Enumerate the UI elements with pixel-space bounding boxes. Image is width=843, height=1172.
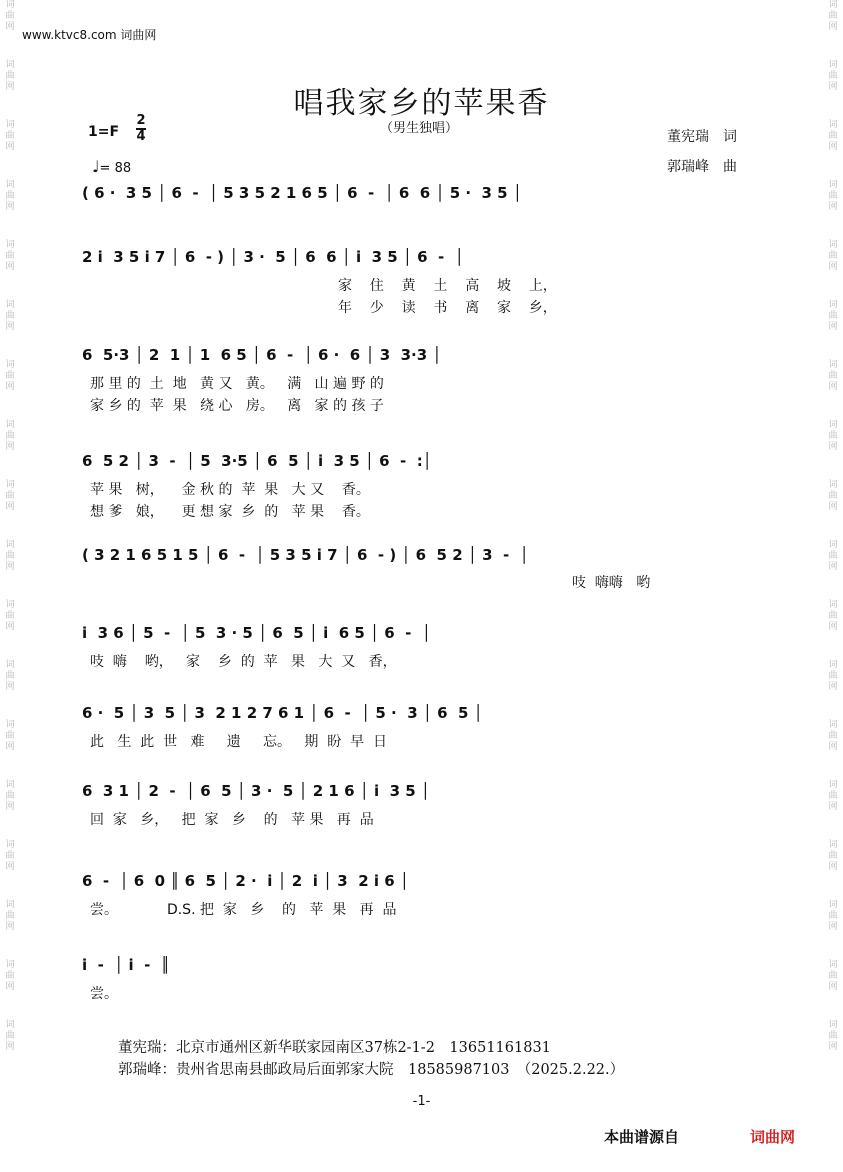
notation-row: 6 - │ 6 0 ║ 6 5 │ 2 · i │ 2 i │ 3 2 i 6 │	[82, 872, 409, 890]
composer-credit: 郭瑞峰 曲	[667, 159, 737, 175]
time-signature	[136, 114, 146, 144]
left-watermark-strip	[3, 0, 17, 1080]
watermark-glyph: 词 曲 网	[828, 540, 838, 572]
lyric-line-2: 家 乡 的 苹 果 绕 心 房。 离 家 的 孩 子	[90, 398, 384, 414]
song-title: 唱我家乡的苹果香	[293, 86, 550, 121]
lyric-line-2: 年 少 读 书 离 家 乡，	[338, 300, 557, 316]
watermark-glyph: 词 曲 网	[5, 720, 15, 752]
notation-row: 6 3 1 │ 2 - │ 6 5 │ 3 · 5 │ 2 1 6 │ i 3 5 │	[82, 782, 430, 800]
watermark-glyph: 词 曲 网	[828, 240, 838, 272]
lyric-line-1: 尝。 D.S. 把 家 乡 的 苹 果 再 品	[90, 902, 397, 918]
notation-row: 6 5 2 │ 3 - │ 5 3·5 │ 6 5 │ i 3 5 │ 6 - :│	[82, 452, 432, 470]
lyric-line-1: 吱 嗨嗨 哟	[572, 575, 651, 591]
watermark-glyph: 词 曲 网	[828, 0, 838, 32]
watermark-glyph: 词 曲 网	[828, 960, 838, 992]
watermark-glyph: 词 曲 网	[5, 300, 15, 332]
notation-row: 2 i 3 5 i 7 │ 6 - ) │ 3 · 5 │ 6 6 │ i 3 5 │ 6 - │	[82, 248, 464, 266]
watermark-glyph: 词 曲 网	[828, 660, 838, 692]
lyricist-contact: 董宪瑞：北京市通州区新华联家园南区37栋2-1-2 13651161831	[118, 1040, 551, 1056]
watermark-glyph: 词 曲 网	[828, 600, 838, 632]
lyric-line-1: 回 家 乡， 把 家 乡 的 苹 果 再 品	[90, 812, 374, 828]
watermark-glyph: 词 曲 网	[5, 360, 15, 392]
lyric-line-1: 那 里 的 土 地 黄 又 黄。 满 山 遍 野 的	[90, 376, 384, 392]
lyricist-credit: 董宪瑞 词	[667, 129, 737, 145]
song-subtitle: （男生独唱）	[380, 121, 459, 136]
notation-row: i - │ i - ║	[82, 956, 170, 974]
site-url-link[interactable]: www.ktvc8.com 词曲网	[22, 28, 157, 42]
lyric-line-2: 想 爹 娘， 更 想 家 乡 的 苹 果 香。	[90, 504, 370, 520]
watermark-glyph: 词 曲 网	[5, 420, 15, 452]
notation-row: 6 5·3 │ 2 1 │ 1 6 5 │ 6 - │ 6 · 6 │ 3 3·3 │	[82, 346, 442, 364]
key-signature: 1=F	[88, 124, 120, 140]
watermark-glyph: 词 曲 网	[828, 900, 838, 932]
watermark-glyph: 词 曲 网	[5, 120, 15, 152]
watermark-glyph: 词 曲 网	[5, 60, 15, 92]
notation-row: 6 · 5 │ 3 5 │ 3 2 1 2 7 6 1 │ 6 - │ 5 · 3 │ 6 5 │	[82, 704, 483, 722]
tempo-marking	[92, 157, 131, 176]
watermark-glyph: 词 曲 网	[5, 1020, 15, 1052]
right-watermark-strip	[826, 0, 840, 1080]
page-number: -1-	[412, 1094, 431, 1109]
watermark-glyph: 词 曲 网	[828, 1020, 838, 1052]
lyric-line-1: 此 生 此 世 难 遗 忘。 期 盼 早 日	[90, 734, 388, 750]
brand-link[interactable]: 词曲网	[750, 1128, 796, 1146]
watermark-glyph: 词 曲 网	[5, 180, 15, 212]
watermark-glyph: 词 曲 网	[5, 780, 15, 812]
watermark-glyph: 词 曲 网	[5, 480, 15, 512]
composer-contact: 郭瑞峰：贵州省思南县邮政局后面郭家大院 18585987103 （2025.2.22.）	[118, 1062, 625, 1078]
lyric-line-1: 家 住 黄 土 高 坡 上，	[338, 278, 557, 294]
notation-row: i 3 6 │ 5 - │ 5 3 · 5 │ 6 5 │ i 6 5 │ 6 - │	[82, 624, 431, 642]
watermark-glyph: 词 曲 网	[5, 0, 15, 32]
watermark-glyph: 词 曲 网	[5, 840, 15, 872]
tempo-value: = 88	[99, 161, 132, 176]
watermark-glyph: 词 曲 网	[828, 300, 838, 332]
lyric-line-1: 吱 嗨 哟， 家 乡 的 苹 果 大 又 香，	[90, 654, 397, 670]
watermark-glyph: 词 曲 网	[5, 240, 15, 272]
watermark-glyph: 词 曲 网	[828, 840, 838, 872]
watermark-glyph: 词 曲 网	[828, 60, 838, 92]
notation-row: ( 6 · 3 5 │ 6 - │ 5 3 5 2 1 6 5 │ 6 - │ 6 6 │ 5 · 3 5 │	[82, 184, 522, 202]
watermark-glyph: 词 曲 网	[828, 420, 838, 452]
watermark-glyph: 词 曲 网	[5, 660, 15, 692]
lyric-line-1: 苹 果 树， 金 秋 的 苹 果 大 又 香。	[90, 482, 370, 498]
watermark-glyph: 词 曲 网	[828, 780, 838, 812]
watermark-glyph: 词 曲 网	[828, 480, 838, 512]
watermark-glyph: 词 曲 网	[828, 180, 838, 212]
notation-row: ( 3 2 1 6 5 1 5 │ 6 - │ 5 3 5 i 7 │ 6 - ) │ 6 5 2 │ 3 - │	[82, 546, 529, 564]
quarter-note-icon: ♩	[92, 157, 100, 176]
watermark-glyph: 词 曲 网	[5, 600, 15, 632]
watermark-glyph: 词 曲 网	[828, 720, 838, 752]
watermark-glyph: 词 曲 网	[5, 960, 15, 992]
time-signature-bottom: 4	[136, 129, 146, 144]
source-label: 本曲谱源自	[604, 1128, 680, 1146]
watermark-glyph: 词 曲 网	[828, 360, 838, 392]
watermark-glyph: 词 曲 网	[5, 540, 15, 572]
lyric-line-1: 尝。	[90, 986, 118, 1002]
watermark-glyph: 词 曲 网	[5, 900, 15, 932]
time-signature-top: 2	[136, 113, 146, 128]
watermark-glyph: 词 曲 网	[828, 120, 838, 152]
